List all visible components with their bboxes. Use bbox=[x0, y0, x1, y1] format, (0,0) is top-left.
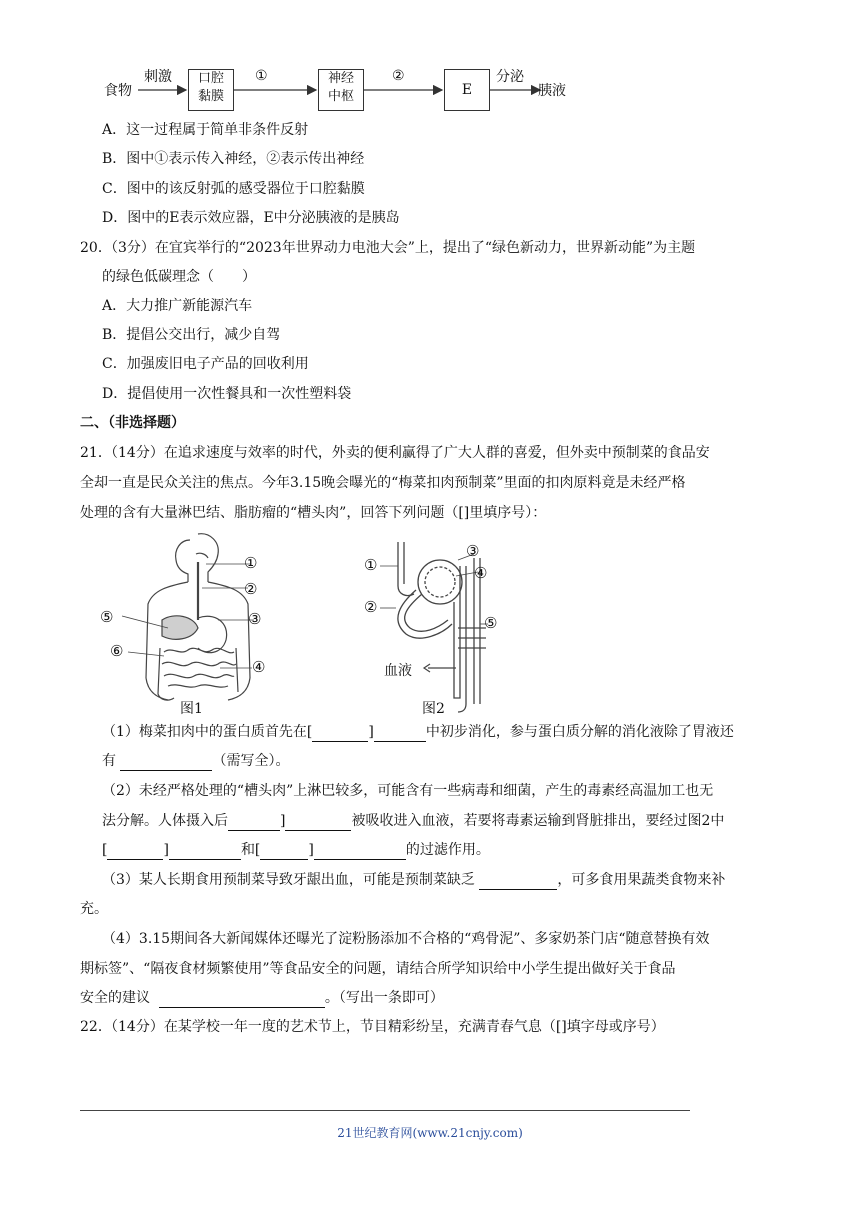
flow-start-food: 食物 bbox=[104, 83, 132, 99]
q21-sub4-line2: 期标签”、“隔夜食材频繁使用”等食品安全的问题，请结合所学知识给中小学生提出做好关于食品 bbox=[80, 961, 676, 977]
figure-2-nephron bbox=[358, 528, 518, 718]
blank-2c[interactable] bbox=[107, 843, 163, 860]
fig2-label-5: ⑤ bbox=[484, 614, 498, 632]
q19-option-c: C．图中的该反射弧的感受器位于口腔黏膜 bbox=[102, 181, 365, 197]
flow-box-nerve-center: 神经 中枢 bbox=[318, 69, 364, 111]
flow-box-e: E bbox=[444, 69, 490, 111]
q21-sub2-line1: （2）未经严格处理的“槽头肉”上淋巴较多，可能含有一些病毒和细菌，产生的毒素经高温加工也无 bbox=[102, 783, 714, 799]
flow-label-1: ① bbox=[255, 68, 268, 84]
q21-number: 21． bbox=[80, 445, 112, 461]
q22-number: 22． bbox=[80, 1019, 112, 1035]
q21-sub1-line1: （1）梅菜扣肉中的蛋白质首先在[ ] 中初步消化，参与蛋白质分解的消化液除了胃液还 bbox=[102, 724, 734, 740]
figure-1-digestive-system bbox=[98, 528, 278, 718]
fig2-blood-label: 血液 bbox=[384, 663, 412, 679]
q20-number: 20． bbox=[80, 240, 112, 256]
q22-stem: （14分）在某学校一年一度的艺术节上，节目精彩纷呈，充满青春气息（[]填字母或序号） bbox=[104, 1019, 665, 1035]
fig1-label-4: ④ bbox=[252, 658, 266, 676]
blank-1c[interactable] bbox=[120, 754, 212, 771]
footer-source-link[interactable]: 21世纪教育网(www.21cnjy.com) bbox=[337, 1126, 523, 1140]
flow-label-stimulus: 刺激 bbox=[144, 69, 172, 85]
fig1-label-2: ② bbox=[244, 580, 258, 598]
q21-sub1-line2: 有 （需写全）。 bbox=[102, 753, 290, 769]
q21-sub3-line2: 充。 bbox=[80, 901, 108, 917]
q21-stem-line2: 全却一直是民众关注的焦点。今年3.15晚会曝光的“梅菜扣肉预制菜”里面的扣肉原料竟是未经严格 bbox=[80, 475, 686, 491]
q21-sub4-line1: （4）3.15期间各大新闻媒体还曝光了淀粉肠添加不合格的“鸡骨泥”、多家奶茶门店“随意替换有效 bbox=[102, 931, 710, 947]
q20-option-c: C．加强废旧电子产品的回收利用 bbox=[102, 356, 309, 372]
fig1-label-5: ⑤ bbox=[100, 608, 114, 626]
fig1-label-3: ③ bbox=[248, 610, 262, 628]
q21-stem-line3: 处理的含有大量淋巴结、脂肪瘤的“槽头肉”，回答下列问题（[]里填序号）： bbox=[80, 505, 547, 521]
blank-2d[interactable] bbox=[169, 843, 241, 860]
blank-4a[interactable] bbox=[159, 991, 325, 1008]
fig1-label-1: ① bbox=[244, 554, 258, 572]
blank-2e[interactable] bbox=[260, 843, 308, 860]
q21-stem-line1: （14分）在追求速度与效率的时代，外卖的便利赢得了广大人群的喜爱，但外卖中预制菜的食品安 bbox=[104, 445, 710, 461]
blank-1a[interactable] bbox=[312, 725, 368, 742]
flow-box-oral-mucosa: 口腔 黏膜 bbox=[188, 69, 234, 111]
q19-option-b: B．图中①表示传入神经，②表示传出神经 bbox=[102, 151, 365, 167]
figure-1-caption: 图1 bbox=[180, 701, 203, 717]
q19-option-d: D．图中的E表示效应器，E中分泌胰液的是胰岛 bbox=[102, 210, 400, 226]
fig1-label-6: ⑥ bbox=[110, 642, 124, 660]
figure-2-caption: 图2 bbox=[422, 701, 445, 717]
q20-option-a: A．大力推广新能源汽车 bbox=[102, 298, 253, 314]
flow-label-2: ② bbox=[392, 68, 405, 84]
section-2-heading: 二、（非选择题） bbox=[80, 415, 185, 431]
blank-1b[interactable] bbox=[374, 725, 426, 742]
q20-stem-line1: （3分）在宜宾举行的“2023年世界动力电池大会”上，提出了“绿色新动力，世界新动能”为主题 bbox=[104, 240, 696, 256]
flow-label-secrete: 分泌 bbox=[496, 69, 524, 85]
q20-option-d: D．提倡使用一次性餐具和一次性塑料袋 bbox=[102, 386, 352, 402]
q19-option-a: A．这一过程属于简单非条件反射 bbox=[102, 122, 309, 138]
reflex-flow-diagram bbox=[100, 60, 580, 120]
fig2-label-2: ② bbox=[364, 598, 378, 616]
blank-2b[interactable] bbox=[285, 814, 351, 831]
blank-3a[interactable] bbox=[479, 873, 557, 890]
q21-sub2-line2: 法分解。人体摄入后 ] 被吸收进入血液，若要将毒素运输到肾脏排出，要经过图2中 bbox=[102, 813, 725, 829]
blank-2a[interactable] bbox=[228, 814, 280, 831]
q20-stem-line2: 的绿色低碳理念（ ） bbox=[102, 269, 256, 285]
q21-sub2-line3: [ ] 和[ ] 的过滤作用。 bbox=[102, 842, 490, 858]
q21-sub3-line1: （3）某人长期食用预制菜导致牙龈出血，可能是预制菜缺乏 ，可多食用果蔬类食物来补 bbox=[102, 872, 726, 888]
q20-option-b: B．提倡公交出行，减少自驾 bbox=[102, 327, 281, 343]
blank-2f[interactable] bbox=[314, 843, 406, 860]
fig2-label-3: ③ bbox=[466, 542, 480, 560]
q21-sub4-line3: 安全的建议 。（写出一条即可） bbox=[80, 990, 444, 1006]
fig2-label-4: ④ bbox=[474, 564, 488, 582]
fig2-label-1: ① bbox=[364, 556, 378, 574]
flow-end-pancreatic-juice: 胰液 bbox=[538, 83, 566, 99]
footer-divider bbox=[80, 1110, 690, 1111]
